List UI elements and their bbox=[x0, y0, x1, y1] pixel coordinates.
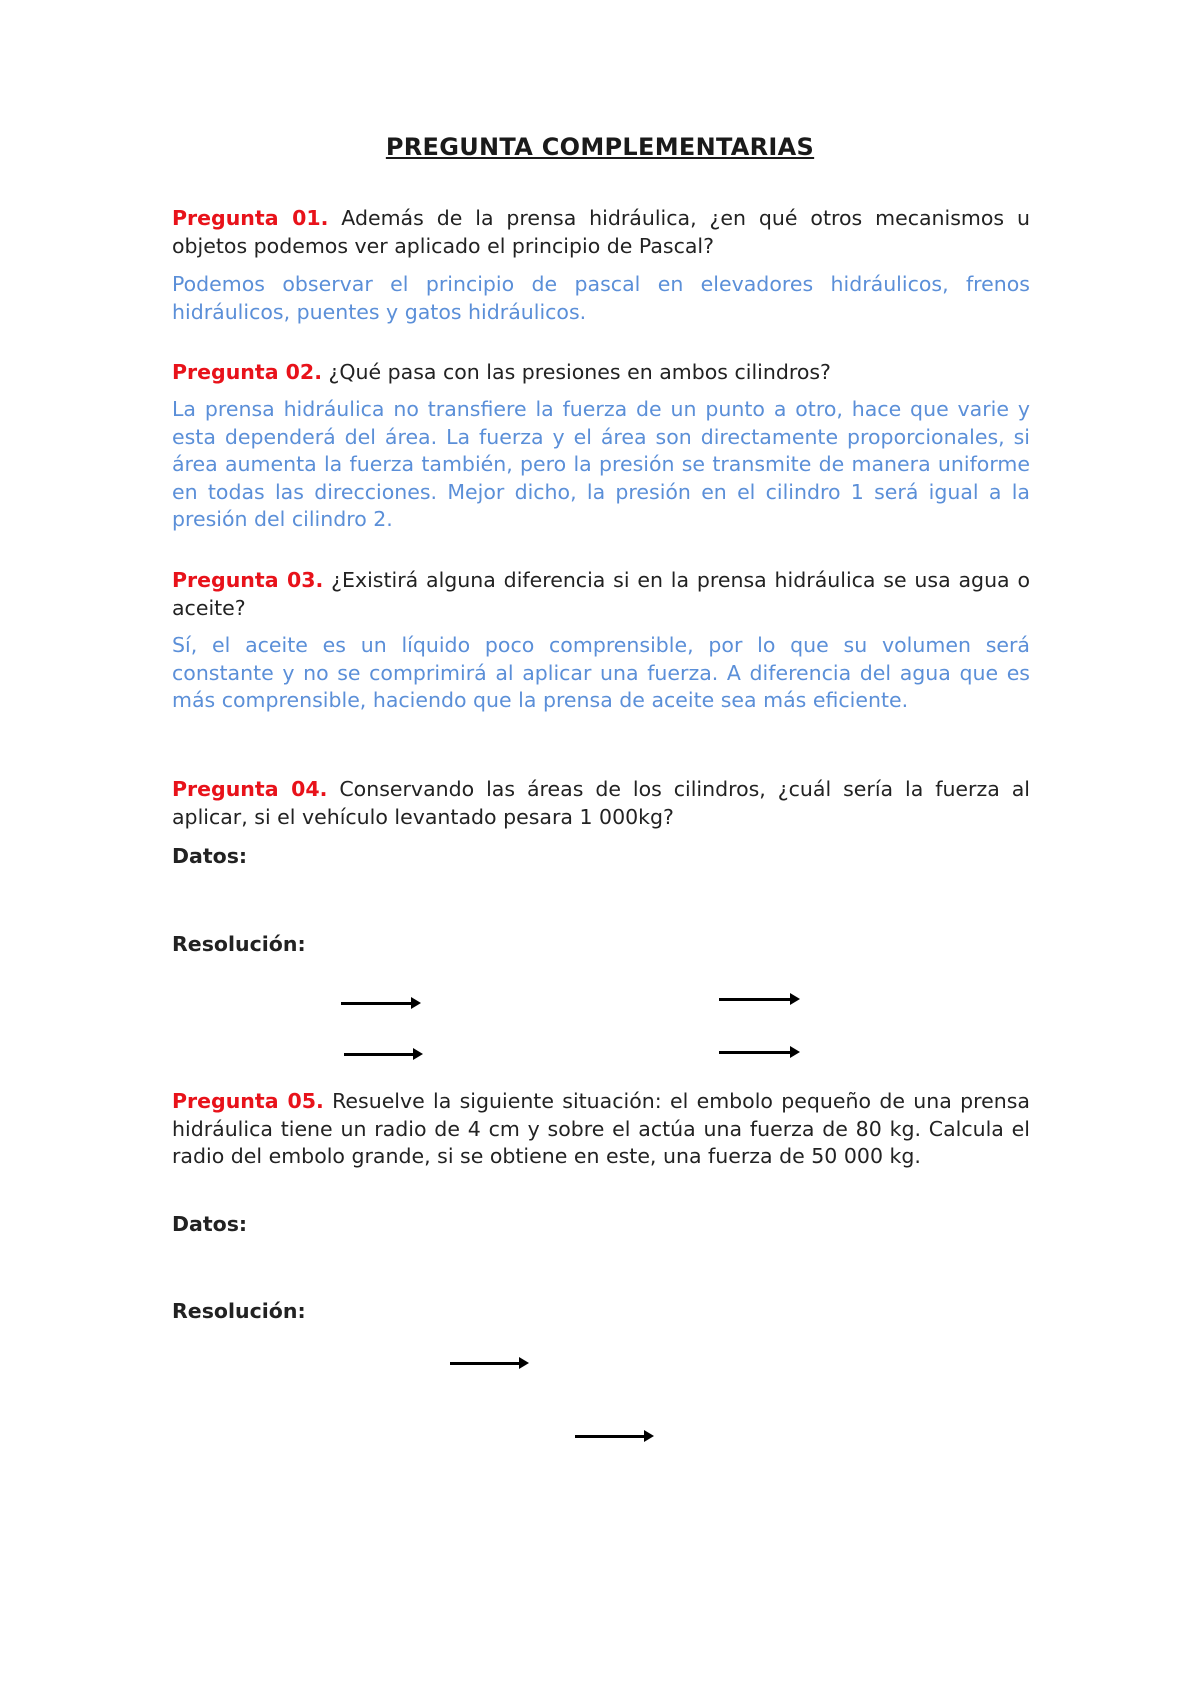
question-05-datos-label: Datos: bbox=[172, 1212, 248, 1236]
arrow-icon bbox=[575, 1435, 648, 1438]
arrow-icon bbox=[719, 1051, 794, 1054]
document-title: PREGUNTA COMPLEMENTARIAS bbox=[385, 133, 815, 161]
answer-03: Sí, el aceite es un líquido poco comprensible, por lo que su volumen será constante y no se comprimirá al aplicar una fuerza. A diferencia del agua que es más comprensible, haciendo que la prensa de aceite sea más eficiente. bbox=[172, 633, 1030, 713]
question-03-label: Pregunta 03. bbox=[172, 568, 324, 592]
question-05-label: Pregunta 05. bbox=[172, 1089, 324, 1113]
question-04-datos-label: Datos: bbox=[172, 844, 248, 868]
arrow-icon bbox=[450, 1362, 523, 1365]
question-01-label: Pregunta 01. bbox=[172, 206, 329, 230]
answer-02: La prensa hidráulica no transfiere la fuerza de un punto a otro, hace que varie y esta dependerá del área. La fuerza y el área son directamente proporcionales, si área aumenta la fuerza también, pero la presión se transmite de manera uniforme en todas las direcciones. Mejor dicho, la presión en el cilindro 1 será igual a la presión del cilindro 2. bbox=[172, 397, 1030, 532]
question-02-label: Pregunta 02. bbox=[172, 360, 322, 384]
question-03 bbox=[172, 567, 1030, 622]
question-04-resolucion-label: Resolución: bbox=[172, 932, 306, 956]
answer-01: Podemos observar el principio de pascal en elevadores hidráulicos, frenos hidráulicos, puentes y gatos hidráulicos. bbox=[172, 272, 1030, 324]
arrow-icon bbox=[341, 1002, 415, 1005]
question-04-label: Pregunta 04. bbox=[172, 777, 328, 801]
question-01 bbox=[172, 205, 1030, 260]
question-01-text: Además de la prensa hidráulica, ¿en qué otros mecanismos u objetos podemos ver aplicado el principio de Pascal? bbox=[172, 206, 1030, 258]
question-04 bbox=[172, 776, 1030, 831]
question-05-text: Resuelve la siguiente situación: el embolo pequeño de una prensa hidráulica tiene un radio de 4 cm y sobre el actúa una fuerza de 80 kg. Calcula el radio del embolo grande, si se obtiene en este, una fuerza de 50 000 kg. bbox=[172, 1089, 1030, 1169]
question-02 bbox=[172, 359, 1030, 387]
question-03-text: ¿Existirá alguna diferencia si en la prensa hidráulica se usa agua o aceite? bbox=[172, 568, 1030, 620]
question-05-resolucion-label: Resolución: bbox=[172, 1299, 306, 1323]
question-04-text: Conservando las áreas de los cilindros, ¿cuál sería la fuerza al aplicar, si el vehículo levantado pesara 1 000kg? bbox=[172, 777, 1030, 829]
arrow-icon bbox=[719, 998, 794, 1001]
question-02-text: ¿Qué pasa con las presiones en ambos cilindros? bbox=[322, 360, 831, 384]
question-05 bbox=[172, 1088, 1030, 1171]
arrow-icon bbox=[344, 1053, 417, 1056]
